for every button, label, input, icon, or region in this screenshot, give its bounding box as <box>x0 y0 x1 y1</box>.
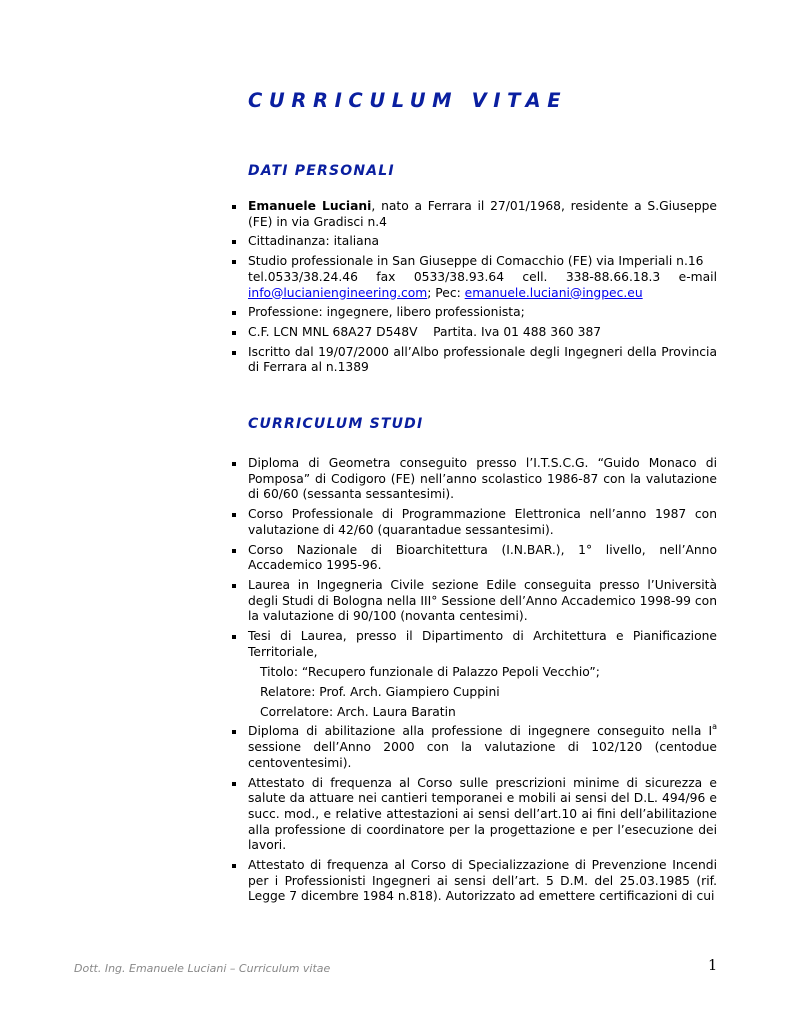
section-heading-personal: DATI PERSONALI <box>248 163 395 179</box>
studio-address: Studio professionale in San Giuseppe di Comacchio (FE) via Imperiali n.16 <box>248 254 704 269</box>
list-item-bioarchitecture-course: Corso Nazionale di Bioarchitettura (I.N.BAR.), 1° livello, nell’Anno Accademico 1995-96. <box>248 542 717 573</box>
pec-label: ; Pec: <box>427 285 465 300</box>
personal-data-list <box>248 199 717 380</box>
email-link[interactable]: info@lucianiengineering.com <box>248 285 428 300</box>
qualification-text: Diploma di abilitazione alla professione di ingegnere conseguito nella I <box>248 724 713 739</box>
list-item-name <box>248 199 717 230</box>
thesis-details <box>260 664 717 720</box>
person-name: Emanuele Luciani <box>248 199 372 213</box>
list-item-programming-course: Corso Professionale di Programmazione Elettronica nell’anno 1987 con valutazione di 42/60 (quarantadue sessantesimi). <box>248 507 717 537</box>
qualification-text-rest: sessione dell’Anno 2000 con la valutazione di 102/120 (centodue centoventesimi). <box>248 740 717 770</box>
list-item-fire-prevention-course: Attestato di frequenza al Corso di Specializzazione di Prevenzione Incendi per i Professionisti Ingegneri ai sensi dell’art. 5 D.M. del 25.03.1985 (rif. Legge 7 dicembre 1984 n.818). Autorizzato ad emettere certificazioni di cui <box>248 858 717 904</box>
thesis-department: Tesi di Laurea, presso il Dipartimento di Architettura e Pianificazione Territoriale, <box>248 629 717 659</box>
footer-text: Dott. Ing. Emanuele Luciani – Curriculum vitae <box>74 962 331 975</box>
contact-numbers: tel.0533/38.24.46 fax 0533/38.93.64 cell. 338-88.66.18.3 e-mail <box>248 269 717 284</box>
list-item-studio <box>248 254 717 301</box>
list-item-degree: Laurea in Ingegneria Civile sezione Edile conseguita presso l’Università degli Studi di Bologna nella III° Sessione dell’Anno Accademico 1998-99 con la valutazione di 90/100 (novanta centesimi). <box>248 577 717 624</box>
pec-email-link[interactable]: emanuele.luciani@ingpec.eu <box>464 285 643 300</box>
list-item-thesis <box>248 629 717 720</box>
list-item-profession: Professione: ingegnere, libero professionista; <box>248 305 717 321</box>
list-item-diploma: Diploma di Geometra conseguito presso l’I.T.S.C.G. “Guido Monaco di Pomposa” di Codigoro (FE) nell’anno scolastico 1986-87 con la valutazione di 60/60 (sessanta sessantesimi). <box>248 456 717 502</box>
birth-residence-text: , nato a Ferrara il 27/01/1968, residente a S.Giuseppe (FE) in via Gradisci n.4 <box>248 199 717 229</box>
list-item-register: Iscritto dal 19/07/2000 all’Albo professionale degli Ingegneri della Provincia di Ferrara al n.1389 <box>248 344 717 375</box>
list-item-qualification <box>248 724 717 771</box>
section-heading-studies: CURRICULUM STUDI <box>248 416 424 432</box>
document-title: CURRICULUM VITAE <box>248 89 568 112</box>
list-item-safety-course: Attestato di frequenza al Corso sulle prescrizioni minime di sicurezza e salute da attuare nei cantieri temporanei e mobili ai sensi del D.L. 494/96 e succ. mod., e relative attestazioni ai sensi dell’art.10 ai fini dell’abilitazione alla professione di coordinatore per la progettazione e per l’esecuzione dei lavori. <box>248 775 717 853</box>
list-item-citizenship: Cittadinanza: italiana <box>248 234 717 250</box>
thesis-title: Titolo: “Recupero funzionale di Palazzo Pepoli Vecchio”; <box>260 665 600 680</box>
studies-list <box>248 456 717 909</box>
thesis-coadvisor: Correlatore: Arch. Laura Baratin <box>260 705 456 720</box>
list-item-tax-code: C.F. LCN MNL 68A27 D548V Partita. Iva 01 488 360 387 <box>248 325 717 341</box>
page-number: 1 <box>708 958 718 974</box>
thesis-advisor: Relatore: Prof. Arch. Giampiero Cuppini <box>260 685 500 700</box>
superscript-a: a <box>712 722 717 732</box>
